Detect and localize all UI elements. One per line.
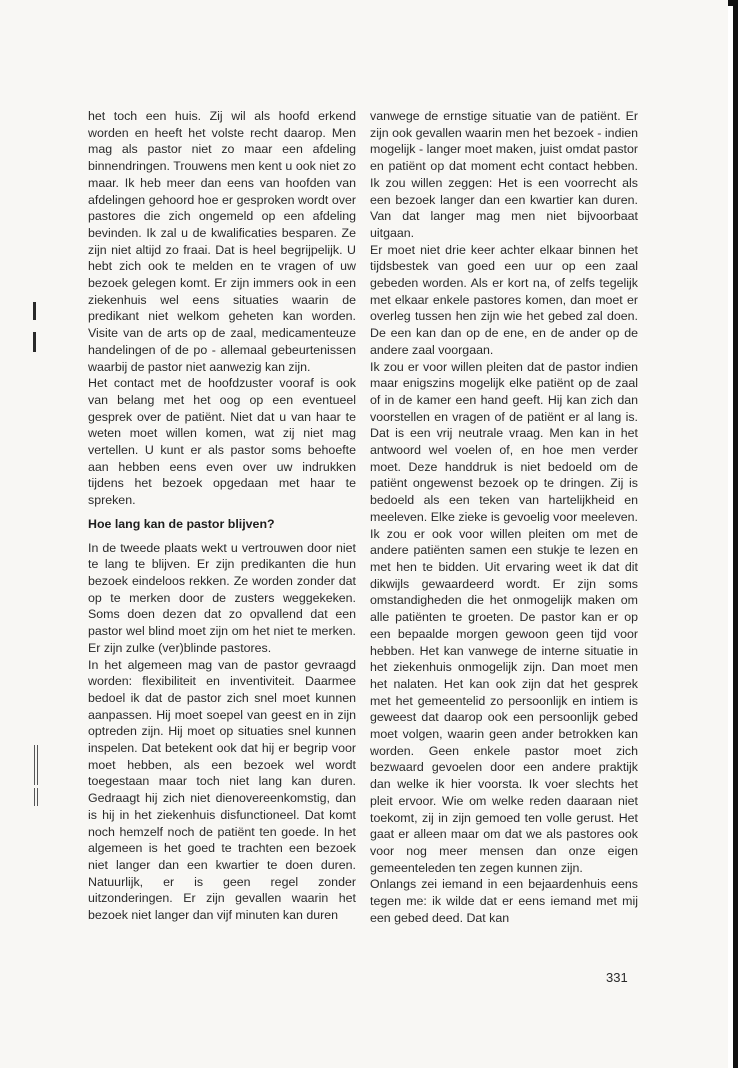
binding-mark: [33, 302, 36, 320]
paragraph: Er moet niet drie keer achter elkaar binnen het tijdsbestek van goed een uur op een zaal gebeden worden. Als er kort na, of zelfs tegelijk met elkaar enkele pastores komen, dan moet er overleg tussen hen zijn wie het gebed zal doen. De een kan dan op de ene, en de ander op de andere zaal voorgaan.: [370, 242, 638, 357]
page-number: 331: [606, 970, 628, 985]
paragraph: Ik zou er voor willen pleiten dat de pastor indien maar enigszins mogelijk elke patiënt op de zaal of in de kamer een hand geeft. Hij kan zich dan voorstellen en vragen of de patiënt er al lang is. Dat is een vrij neutrale vraag. Men kan in het antwoord wel voelen of, en hoe men verder moet. Deze handdruk is niet bedoeld om de patiënt ongewenst bezoek op te dringen. Zij is bedoeld als een teken van hartelijkheid en meeleven. Elke zieke is gevoelig voor meeleven. Ik zou er ook voor willen pleiten om met de andere patiënten samen een stukje te lezen en met hen te bidden. Uit ervaring weet ik dat dit dikwijls gewaardeerd wordt. Er zijn soms omstandigheden die het onmogelijk maken om alle patiënten te groeten. De pastor kan er op een bepaalde morgen gewoon geen tijd voor hebben. Het kan vanwege de interne situatie in het ziekenhuis onmogelijk zijn. Dan moet men het nalaten. Het kan ook zijn dat het gesprek met het gemeentelid zo persoonlijk en intiem is geweest dat daarop ook een persoonlijk gebed moet volgen, waarin geen ander betrokken kan worden. Geen enkele pastor moet zich bezwaard gevoelen door een andere praktijk dan welke ik hier voorsta. Ik voer slechts het pleit ervoor. Wie om welke reden daaraan niet toekomt, zij in zijn gemoed ten volle gerust. Het gaat er alleen maar om dat we als pastores ook voor nog meer mensen dan onze eigen gemeenteleden ten zegen kunnen zijn.: [370, 359, 638, 875]
paragraph: In het algemeen mag van de pastor gevraagd worden: flexibiliteit en inventiviteit. Daarmee bedoel ik dat de pastor zich snel moet kunnen aanpassen. Hij moet soepel van geest en in zijn optreden zijn. Hij moet op situaties snel kunnen inspelen. Dat betekent ook dat hij er begrip voor moet hebben, als een bezoek wel wordt toegestaan maar toch niet lang kan duren. Gedraagt hij zich niet dienovereenkomstig, dan is hij in het ziekenhuis disfunctioneel. Dat komt noch hemzelf noch de patiënt ten goede. In het algemeen is het goed te trachten een bezoek niet langer dan een kwartier te doen duren. Natuurlijk, er is geen regel zonder uitzonderingen. Er zijn gevallen waarin het bezoek niet langer dan vijf minuten kan duren: [88, 657, 356, 923]
paragraph: het toch een huis. Zij wil als hoofd erkend worden en heeft het volste recht daarop. Men mag als pastor niet zo maar een afdeling binnendringen. Trouwens men kent u ook niet zo maar. Ik heb meer dan eens van hoofden van afdelingen gehoord hoe er gesproken wordt over pastores die zich ongemeld op een afdeling bevinden. Ik zal u de kwalificaties besparen. Ze zijn niet altijd zo fraai. Dat is heel begrijpelijk. U hebt zich ook te melden en te vragen of uw bezoek gelegen komt. Er zijn immers ook in een ziekenhuis wel eens situaties waarin de predikant niet welkom geheten kan worden. Visite van de arts op de zaal, medicamenteuze handelingen of de po - allemaal gebeurtenissen waarbij de pastor niet aanwezig kan zijn.: [88, 109, 356, 374]
section-heading: Hoe lang kan de pastor blijven?: [88, 516, 275, 531]
scan-border-right: [733, 0, 738, 1068]
right-column: [370, 108, 638, 926]
paragraph: In de tweede plaats wekt u vertrouwen door niet te lang te blijven. Er zijn predikanten die hun bezoek eindeloos rekken. Ze worden zonder dat op te merken door de zusters weggekeken. Soms doen dezen dat zo opvallend dat een pastor wel blind moet zijn om het niet te merken. Er zijn zulke (ver)blinde pastores.: [88, 540, 356, 655]
paragraph: vanwege de ernstige situatie van de patiënt. Er zijn ook gevallen waarin men het bezoek - indien mogelijk - langer moet maken, juist omdat pastor en patiënt op dat moment echt contact hebben. Ik zou willen zeggen: Het is een voorrecht als een bezoek langer dan een kwartier kan duren. Van dat langer mag men niet bijvoorbaat uitgaan.: [370, 109, 638, 240]
binding-mark: [33, 332, 36, 352]
paragraph: Het contact met de hoofdzuster vooraf is ook van belang met het oog op een eventueel gesprek over de patiënt. Niet dat u van haar te weten moet willen komen, wat zij niet mag vertellen. U kunt er als pastor soms behoefte aan hebben eens even over uw indrukken tijdens het bezoek opgedaan met haar te spreken.: [88, 376, 356, 508]
paragraph: Onlangs zei iemand in een bejaardenhuis eens tegen me: ik wilde dat er eens iemand met mij een gebed deed. Dat kan: [370, 877, 638, 925]
binding-mark: [34, 745, 38, 785]
binding-mark: [34, 788, 38, 806]
left-column: [88, 108, 356, 924]
